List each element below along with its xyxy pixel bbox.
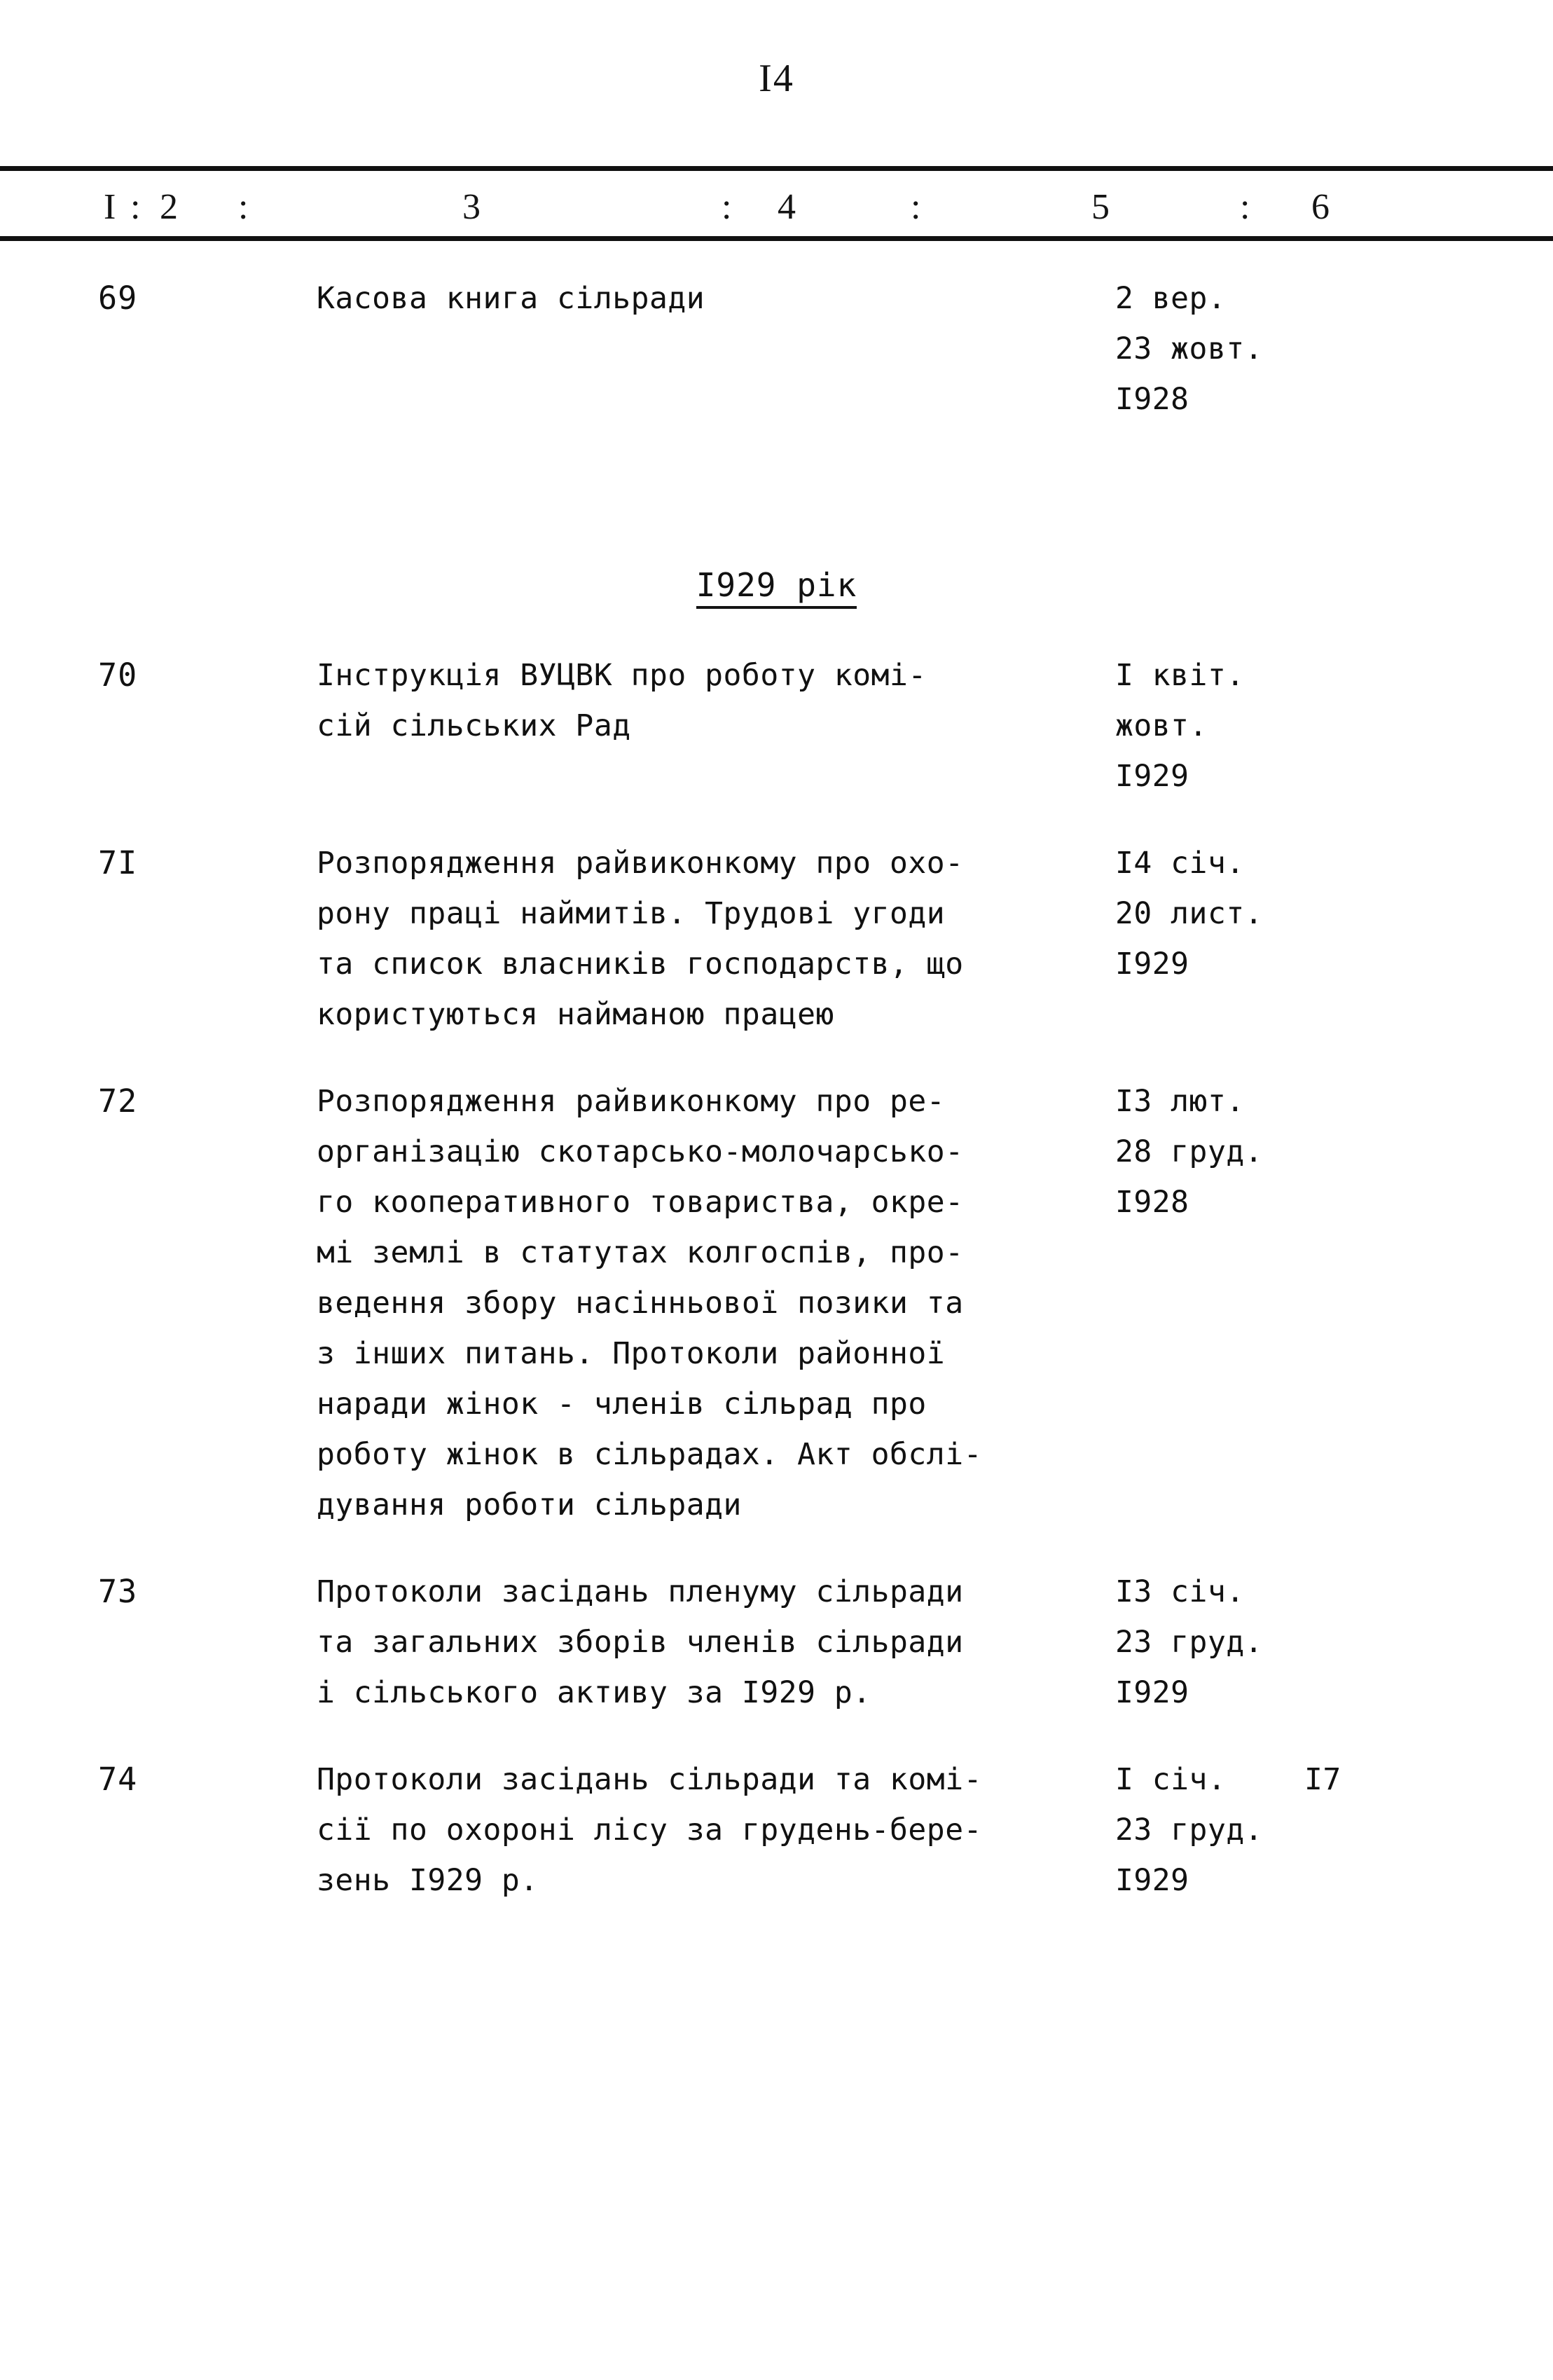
entry-date-line: I929 — [1115, 947, 1189, 982]
column-separator: : — [130, 187, 141, 227]
column-header-2: 2 — [160, 187, 178, 227]
entry-description-line: зень I929 р. — [317, 1863, 539, 1898]
entry-number: 70 — [98, 656, 138, 694]
entry-dates — [1115, 838, 1297, 989]
year-section-heading — [0, 566, 1553, 604]
entry-date-line: 23 груд. — [1115, 1625, 1264, 1660]
entry-description-line: користуються найманою працею — [317, 997, 834, 1032]
entry-description-line: мі землі в статутах колгоспів, про- — [317, 1235, 964, 1270]
entry-date-line: жовт. — [1115, 708, 1208, 743]
entry-date-line: I929 — [1115, 1675, 1189, 1710]
column-separator: : — [722, 187, 732, 227]
entry-description-line: ведення збору насінньової позики та — [317, 1286, 964, 1321]
entry-description-line: рону праці наймитів. Трудові угоди — [317, 896, 946, 931]
entry-number: 73 — [98, 1573, 138, 1610]
entry-dates — [1115, 273, 1297, 425]
entry-date-line: I квіт. — [1115, 658, 1245, 693]
entry-description-line: і сільського активу за I929 р. — [317, 1675, 871, 1710]
year-section-heading-label: I929 рік — [696, 566, 857, 609]
entry-description-line: Інструкція ВУЦВК про роботу комі- — [317, 658, 927, 693]
entry-date-line: 28 груд. — [1115, 1134, 1264, 1169]
entry-description-line: Касова книга сільради — [317, 281, 705, 316]
entry-description-line: сій сільських Рад — [317, 708, 631, 743]
entry-description — [317, 650, 1094, 751]
entry-description — [317, 1076, 1094, 1530]
entry-date-line: 23 жовт. — [1115, 331, 1264, 366]
column-separator: : — [238, 187, 249, 227]
entry-description-line: Розпорядження райвиконкому про ре- — [317, 1084, 946, 1119]
entry-date-line: I4 січ. — [1115, 846, 1245, 881]
entry-number: 69 — [98, 280, 138, 317]
page-number: I4 — [759, 57, 794, 100]
entry-description-line: з інших питань. Протоколи районної — [317, 1336, 946, 1371]
entry-description-line: Розпорядження райвиконкому про охо- — [317, 846, 964, 881]
column-header-5: 5 — [1091, 187, 1110, 227]
column-header-4: 4 — [778, 187, 796, 227]
entry-description-line: наради жінок - членів сільрад про — [317, 1387, 927, 1422]
column-header-3: 3 — [462, 187, 481, 227]
entry-dates — [1115, 1754, 1297, 1906]
entry-number: 7I — [98, 844, 138, 881]
entry-description-line: Протоколи засідань сільради та комі- — [317, 1762, 982, 1797]
column-separator: : — [1240, 187, 1250, 227]
entry-description-line: роботу жінок в сільрадах. Акт обслі- — [317, 1437, 982, 1472]
entry-description — [317, 838, 1094, 1040]
entry-description — [317, 1754, 1094, 1906]
column-header-1: I — [104, 187, 116, 227]
entry-description-line: дування роботи сільради — [317, 1487, 742, 1522]
entry-dates — [1115, 650, 1297, 802]
entry-page-count — [1304, 1754, 1409, 1805]
entry-date-line: I928 — [1115, 1185, 1189, 1220]
entry-date-line: 20 лист. — [1115, 896, 1264, 931]
entry-description-line: го кооперативного товариства, окре- — [317, 1185, 964, 1220]
entry-description-line: організацію скотарсько-молочарсько- — [317, 1134, 964, 1169]
entry-description-line: та список власників господарств, що — [317, 947, 964, 982]
entry-date-line: I928 — [1115, 382, 1189, 417]
entry-date-line: 23 груд. — [1115, 1812, 1264, 1848]
entry-description-line: сії по охороні лісу за грудень-бере- — [317, 1812, 982, 1848]
entry-number: 72 — [98, 1082, 138, 1120]
entry-date-line: I929 — [1115, 759, 1189, 794]
column-header-band — [0, 166, 1553, 241]
entry-number: 74 — [98, 1761, 138, 1798]
entry-page-count-line: I7 — [1304, 1762, 1341, 1797]
column-header-6: 6 — [1311, 187, 1330, 227]
entry-date-line: I929 — [1115, 1863, 1189, 1898]
entry-description-line: та загальних зборів членів сільради — [317, 1625, 964, 1660]
entry-dates — [1115, 1076, 1297, 1227]
entry-date-line: I3 січ. — [1115, 1574, 1245, 1609]
entry-description — [317, 273, 1094, 324]
entry-description — [317, 1567, 1094, 1718]
entry-date-line: 2 вер. — [1115, 281, 1227, 316]
entry-description-line: Протоколи засідань пленуму сільради — [317, 1574, 964, 1609]
entry-date-line: I3 лют. — [1115, 1084, 1245, 1119]
column-separator: : — [911, 187, 921, 227]
entry-date-line: I січ. — [1115, 1762, 1227, 1797]
entry-dates — [1115, 1567, 1297, 1718]
